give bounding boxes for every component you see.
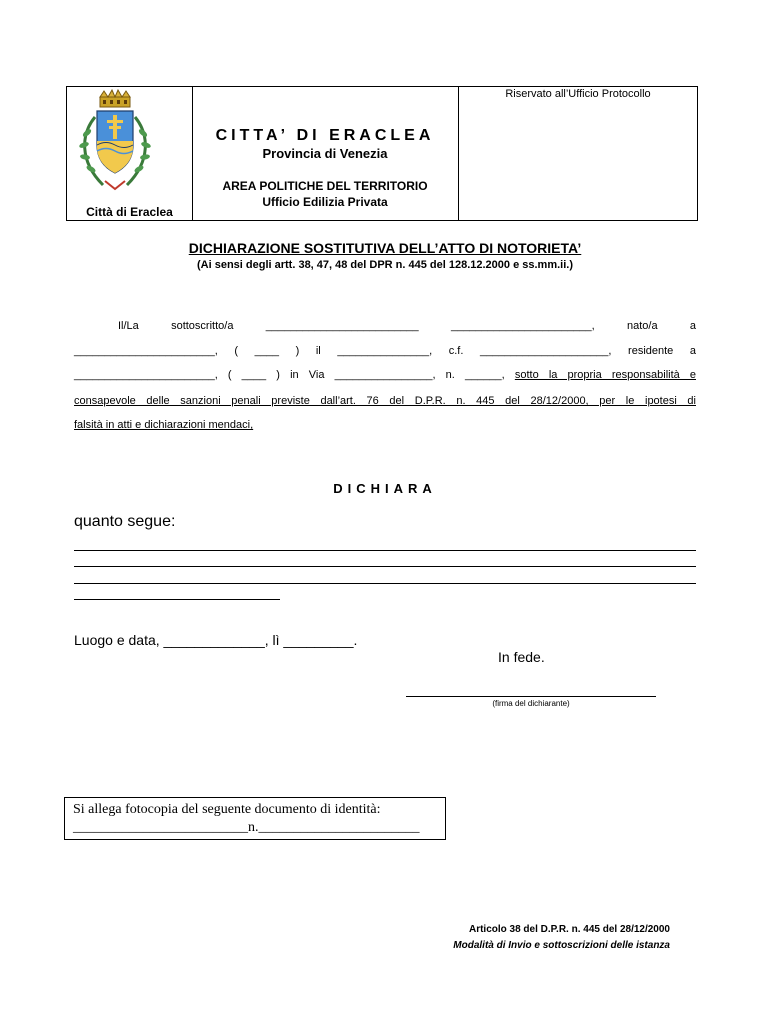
city-title: CITTA’ DI ERACLEA <box>215 127 435 144</box>
reserved-protocol-label: Riservato all’Ufficio Protocollo <box>505 88 651 100</box>
id-document-blank: _________________________n._______________________ <box>73 820 420 835</box>
declarant-line-2: _______________________, ( ____ ) il _______________, c.f. _____________________, residente a <box>74 345 696 357</box>
document-title: DICHIARAZIONE SOSTITUTIVA DELL’ATTO DI NOTORIETA’ <box>188 240 582 256</box>
declarant-line-1 <box>74 320 696 332</box>
document-subtitle: (Ai sensi degli artt. 38, 47, 48 del DPR n. 445 del 128.12.2000 e ss.mm.ii.) <box>196 259 573 271</box>
id-document-box <box>64 797 446 840</box>
dichiara-heading: DICHIARA <box>333 481 437 496</box>
footer-article: Articolo 38 del D.P.R. n. 445 del 28/12/2000 <box>468 924 670 935</box>
office-label: Ufficio Edilizia Privata <box>262 195 388 209</box>
coat-of-arms-crest-icon <box>73 89 157 193</box>
statement-blank-line <box>74 599 280 600</box>
signature-line <box>406 696 656 697</box>
province-label: Provincia di Venezia <box>262 146 388 161</box>
statement-blank-line <box>74 566 696 567</box>
signature-caption: (firma del dichiarante) <box>492 699 570 708</box>
in-fede-label: In fede. <box>498 649 545 665</box>
quanto-segue-label: quanto segue: <box>74 513 176 530</box>
declarant-line-3 <box>74 369 696 381</box>
declarant-line-3-text: _______________________, ( ____ ) in Via ________________, n. ______, <box>74 369 515 381</box>
declarant-line-1-text: Il/La sottoscritto/a _________________________ _______________________, nato/a a <box>118 320 696 332</box>
responsibility-text: sotto la propria responsabilità e <box>514 369 696 381</box>
footer-modality: Modalità di Invio e sottoscrizioni delle istanza <box>453 940 670 951</box>
id-document-label: Si allega fotocopia del seguente documento di identità: <box>73 802 381 817</box>
place-date-line: Luogo e data, _____________, lì _________. <box>74 632 358 648</box>
area-label: AREA POLITICHE DEL TERRITORIO <box>222 179 428 193</box>
office-cell <box>192 87 459 220</box>
statement-blank-line <box>74 583 696 584</box>
crest-cell <box>67 87 193 220</box>
declarant-line-5: falsità in atti e dichiarazioni mendaci, <box>74 419 254 431</box>
city-caption: Città di Eraclea <box>86 205 173 219</box>
statement-blank-line <box>74 550 696 551</box>
declarant-line-4: consapevole delle sanzioni penali previste dall’art. 76 del D.P.R. n. 445 del 28/12/2000, per le ipotesi di <box>74 395 696 407</box>
header-table <box>66 86 698 221</box>
protocol-cell <box>459 87 697 220</box>
